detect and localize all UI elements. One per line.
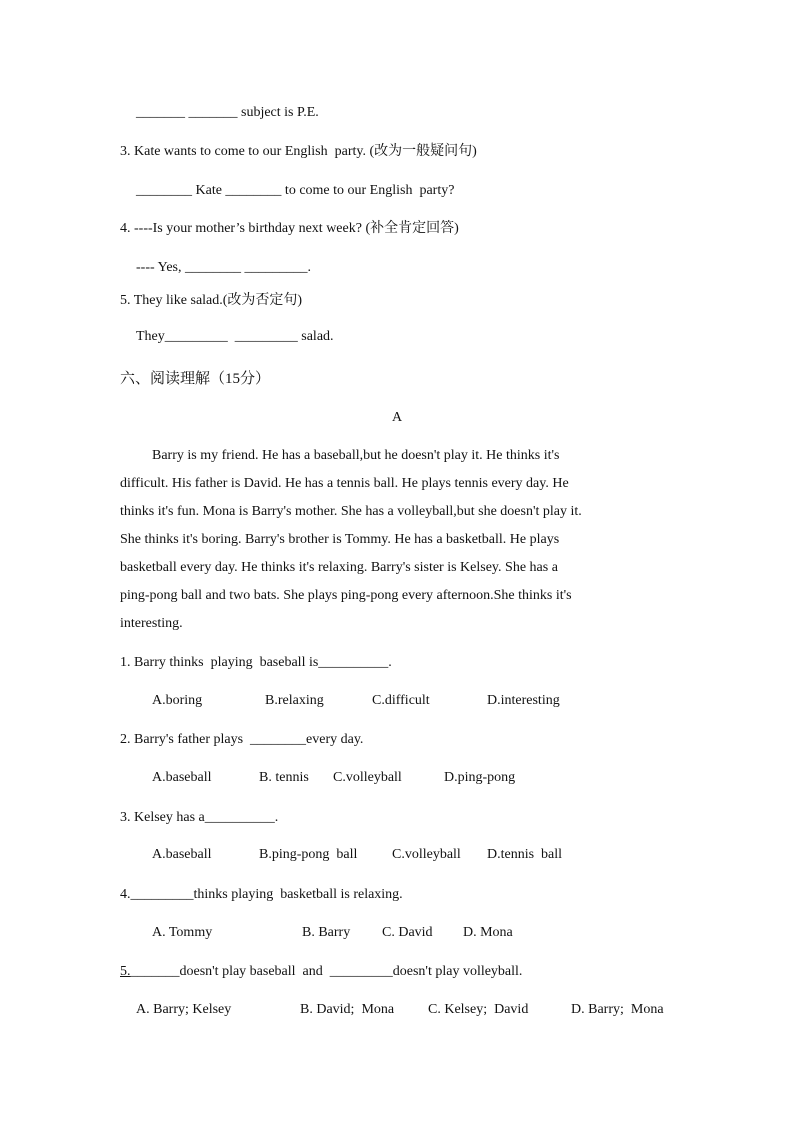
passage-line: ping-pong ball and two bats. She plays ping-pong every afternoon.She thinks it's xyxy=(120,588,572,603)
question-stem xyxy=(120,963,522,981)
rewrite-q4-answer-line: ---- Yes, ________ _________. xyxy=(136,260,311,275)
question-number: 5. xyxy=(120,964,131,979)
option-c: C. David xyxy=(382,925,433,940)
option-d: D.interesting xyxy=(487,693,560,708)
option-b: B. Barry xyxy=(302,925,351,940)
option-b: B.ping-pong ball xyxy=(259,847,358,862)
passage-line: Barry is my friend. He has a baseball,but he doesn't play it. He thinks it's xyxy=(152,448,560,463)
option-b: B.relaxing xyxy=(265,693,324,708)
option-a: A. Barry; Kelsey xyxy=(136,1002,232,1017)
rewrite-q5: 5. They like salad.(改为否定句) xyxy=(120,293,303,308)
option-d: D. Mona xyxy=(463,925,513,940)
question-stem: 2. Barry's father plays ________every day. xyxy=(120,732,364,747)
rewrite-q4: 4. ----Is your mother’s birthday next week? (补全肯定回答) xyxy=(120,221,459,236)
option-d: D.tennis ball xyxy=(487,847,563,862)
passage-line: difficult. His father is David. He has a tennis ball. He plays tennis every day. He xyxy=(120,476,569,491)
passage xyxy=(120,442,660,638)
section-title: 六、阅读理解（15分） xyxy=(120,371,271,387)
passage-line: She thinks it's boring. Barry's brother is Tommy. He has a basketball. He plays xyxy=(120,532,560,547)
passage-line: interesting. xyxy=(120,616,183,631)
option-c: C.volleyball xyxy=(392,847,461,862)
rewrite-q5-answer-line: They_________ _________ salad. xyxy=(136,329,334,344)
option-d: D. Barry; Mona xyxy=(571,1002,664,1017)
option-b: B. tennis xyxy=(259,770,309,785)
question-stem-text: _______doesn't play baseball and _________doesn't play volleyball. xyxy=(130,964,523,979)
option-a: A.baseball xyxy=(152,770,212,785)
question-stem: 3. Kelsey has a__________. xyxy=(120,810,279,825)
option-c: C.volleyball xyxy=(333,770,402,785)
rewrite-q3-answer-line: ________ Kate ________ to come to our English party? xyxy=(136,183,455,198)
option-a: A.baseball xyxy=(152,847,212,862)
question-stem: 4._________thinks playing basketball is relaxing. xyxy=(120,887,403,902)
option-c: C.difficult xyxy=(372,693,430,708)
option-c: C. Kelsey; David xyxy=(428,1002,529,1017)
option-d: D.ping-pong xyxy=(444,770,516,785)
question-stem: 1. Barry thinks playing baseball is__________. xyxy=(120,655,392,670)
passage-line: thinks it's fun. Mona is Barry's mother. She has a volleyball,but she doesn't play it. xyxy=(120,504,582,519)
rewrite-q2-answer-line: _______ _______ subject is P.E. xyxy=(136,105,319,120)
passage-line: basketball every day. He thinks it's relaxing. Barry's sister is Kelsey. She has a xyxy=(120,560,558,575)
passage-label: A xyxy=(391,410,403,425)
rewrite-q3: 3. Kate wants to come to our English party. (改为一般疑问句) xyxy=(120,144,477,159)
option-a: A. Tommy xyxy=(152,925,213,940)
option-a: A.boring xyxy=(152,693,203,708)
option-b: B. David; Mona xyxy=(300,1002,395,1017)
